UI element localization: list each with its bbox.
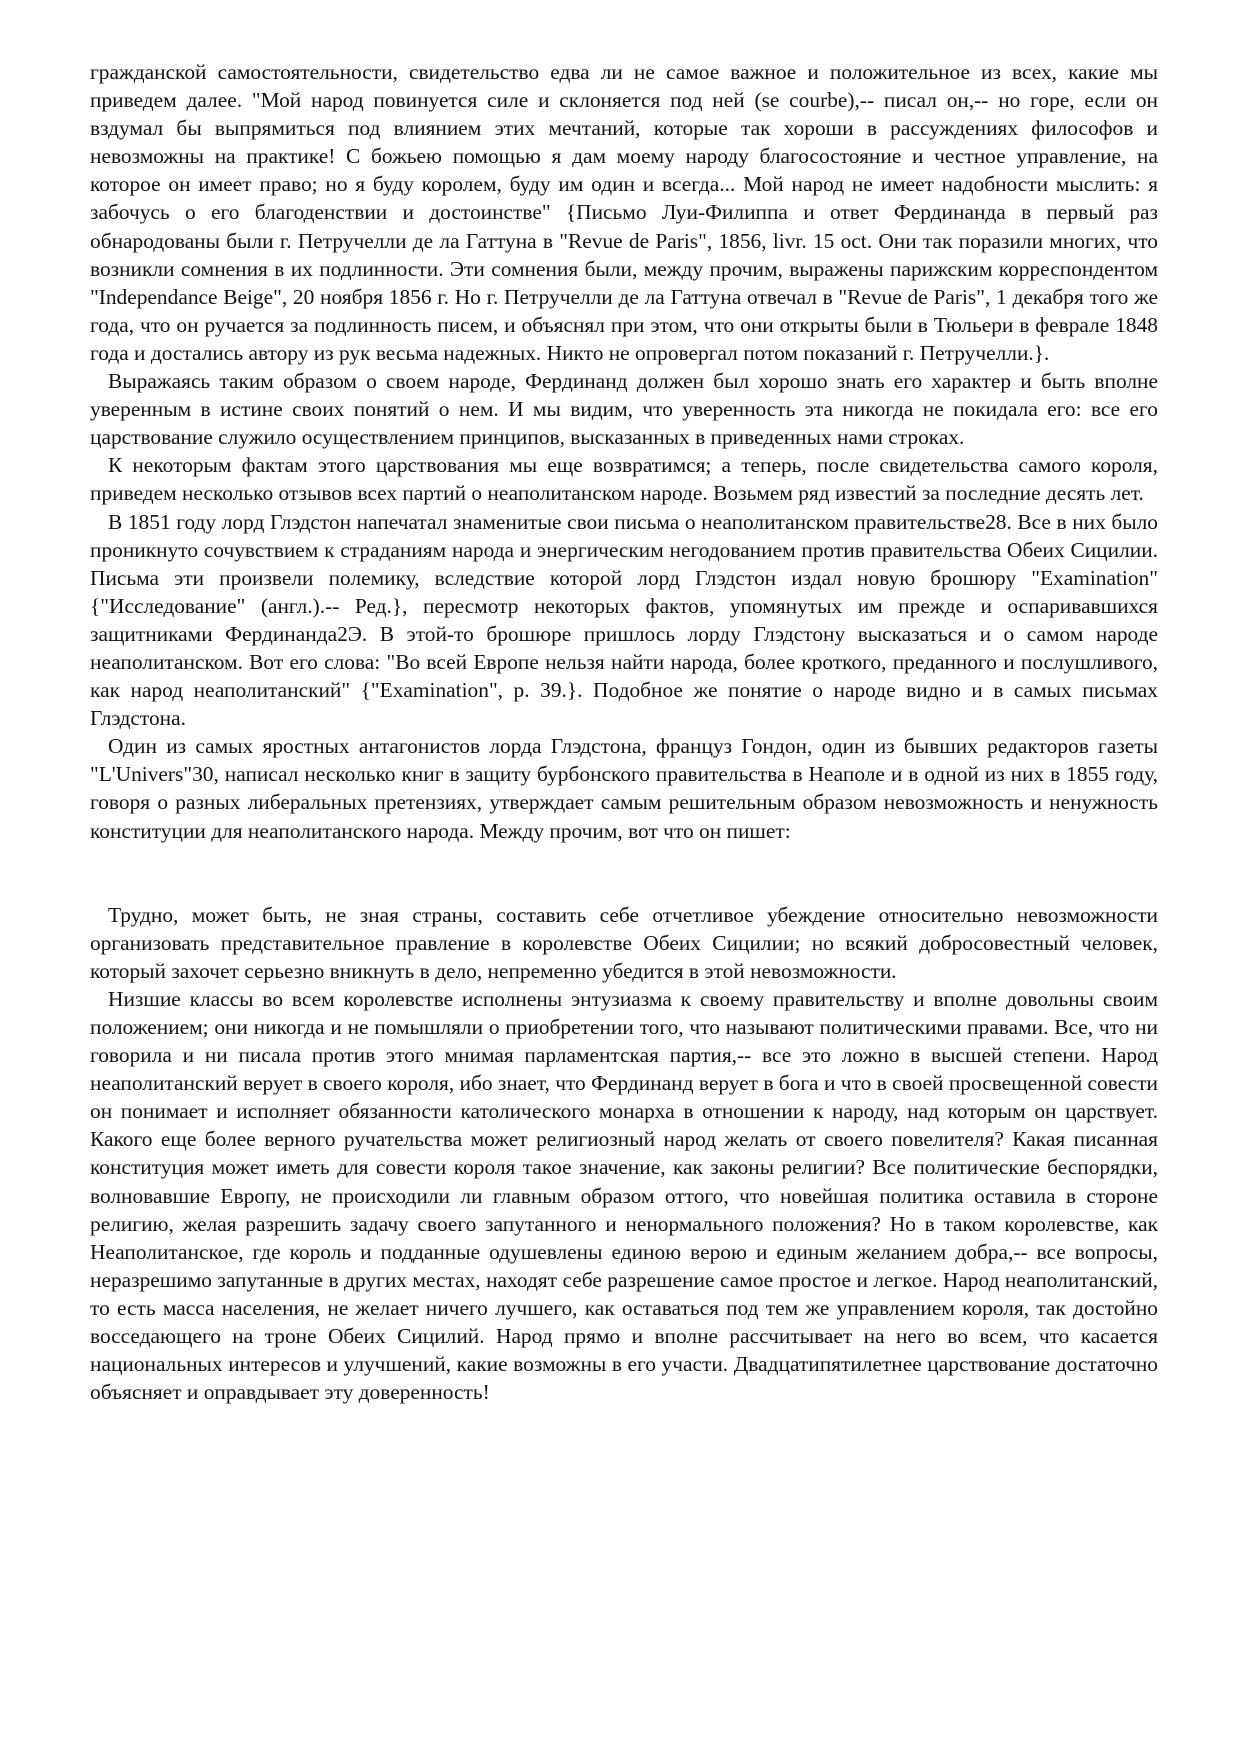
paragraph-gap [90, 845, 1158, 901]
document-page [90, 58, 1158, 1406]
paragraph-letter-quote: гражданской самостоятельности, свидетельство едва ли не самое важное и положительное из всех, какие мы приведем далее. "Мой народ повинуется силе и склоняется под ней (se courbe),-- писал он,-- но горе, если он вздумал бы выпрямиться под влиянием этих мечтаний, которые так хороши в рассуждениях философов и невозможны на практике! С божьею помощью я дам моему народу благосостояние и честное управление, на которое он имеет право; но я буду королем, буду им один и всегда... Мой народ не имеет надобности мыслить: я забочусь о его благоденствии и достоинстве" {Письмо Луи-Филиппа и ответ Фердинанда в первый раз обнародованы были г. Петручелли де ла Гаттуна в "Revue de Paris", 1856, livr. 15 oct. Они так поразили многих, что возникли сомнения в их подлинности. Эти сомнения были, между прочим, выражены парижским корреспондентом "Independance Beige", 20 ноября 1856 г. Но г. Петручелли де ла Гаттуна отвечал в "Revue de Paris", 1 декабря того же года, что он ручается за подлинность писем, и объяснял при этом, что они открыты были в Тюльери в феврале 1848 года и достались автору из рук весьма надежных. Никто не опровергал потом показаний г. Петручелли.}. [90, 60, 1158, 365]
paragraph-quote-lower-classes: Низшие классы во всем королевстве исполнены энтузиазма к своему правительству и вполне довольны своим положением; они никогда и не помышляли о приобретении того, что называют политическими правами. Все, что ни говорила и ни писала против этого мнимая парламентская партия,-- все это ложно в высшей степени. Народ неаполитанский верует в своего короля, ибо знает, что Фердинанд верует в бога и что в своей просвещенной совести он понимает и исполняет обязанности католического монарха в отношении к народу, над которым он царствует. Какого еще более верного ручательства может религиозный народ желать от своего повелителя? Какая писанная конституция может иметь для совести короля такое значение, как законы религии? Все политические беспорядки, волновавшие Европу, не происходили ли главным образом оттого, что новейшая политика оставила в стороне религию, желая разрешить задачу своего запутанного и ненормального положения? Но в таком королевстве, как Неаполитанское, где король и подданные одушевлены единою верою и единым желанием добра,-- все вопросы, неразрешимо запутанные в других местах, находят себе разрешение самое простое и легкое. Народ неаполитанский, то есть масса населения, не желает ничего лучшего, как оставаться под тем же управлением короля, так достойно восседающего на троне Обеих Сицилий. Народ прямо и вполне рассчитывает на него во всем, что касается национальных интересов и улучшений, какие возможны в его участи. Двадцатипятилетнее царствование достаточно объясняет и оправдывает эту доверенность! [90, 986, 1158, 1405]
paragraph-ferdinand-character: Выражаясь таким образом о своем народе, Фердинанд должен был хорошо знать его характер и быть вполне уверенным в истине своих понятий о нем. И мы видим, что уверенность эта никогда не покидала его: все его царствование служило осуществлением принципов, высказанных в приведенных нами строках. [90, 369, 1158, 450]
paragraph-gladstone-letters: В 1851 году лорд Глэдстон напечатал знаменитые свои письма о неаполитанском правительстве28. Все в них было проникнуто сочувствием к страданиям народа и энергическим негодованием против правительства Обеих Сицилии. Письма эти произвели полемику, вследствие которой лорд Глэдстон издал новую брошюру "Examination" {"Исследование" (англ.).-- Ред.}, пересмотр некоторых фактов, упомянутых им прежде и оспаривавшихся защитниками Фердинанда2Э. В этой-то брошюре пришлось лорду Глэдстону высказаться и о самом народе неаполитанском. Вот его слова: "Во всей Европе нельзя найти народа, более кроткого, преданного и послушливого, как народ неаполитанский" {"Examination", p. 39.}. Подобное же понятие о народе видно и в самых письмах Глэдстона. [90, 509, 1158, 731]
paragraph-party-opinions: К некоторым фактам этого царствования мы еще возвратимся; а теперь, после свидетельства самого короля, приведем несколько отзывов всех партий о неаполитанском народе. Возьмем ряд известий за последние десять лет. [90, 453, 1158, 506]
paragraph-quote-impossibility: Трудно, может быть, не зная страны, составить себе отчетливое убеждение относительно невозможности организовать представительное правление в королевстве Обеих Сицилии; но всякий добросовестный человек, который захочет серьезно вникнуть в дело, непременно убедится в этой невозможности. [90, 902, 1158, 983]
paragraph-gondon: Один из самых яростных антагонистов лорда Глэдстона, француз Гондон, один из бывших редакторов газеты "L'Univers"30, написал несколько книг в защиту бурбонского правительства в Неаполе и в одной из них в 1855 году, говоря о разных либеральных претензиях, утверждает самым решительным образом невозможность и ненужность конституции для неаполитанского народа. Между прочим, вот что он пишет: [90, 734, 1158, 843]
